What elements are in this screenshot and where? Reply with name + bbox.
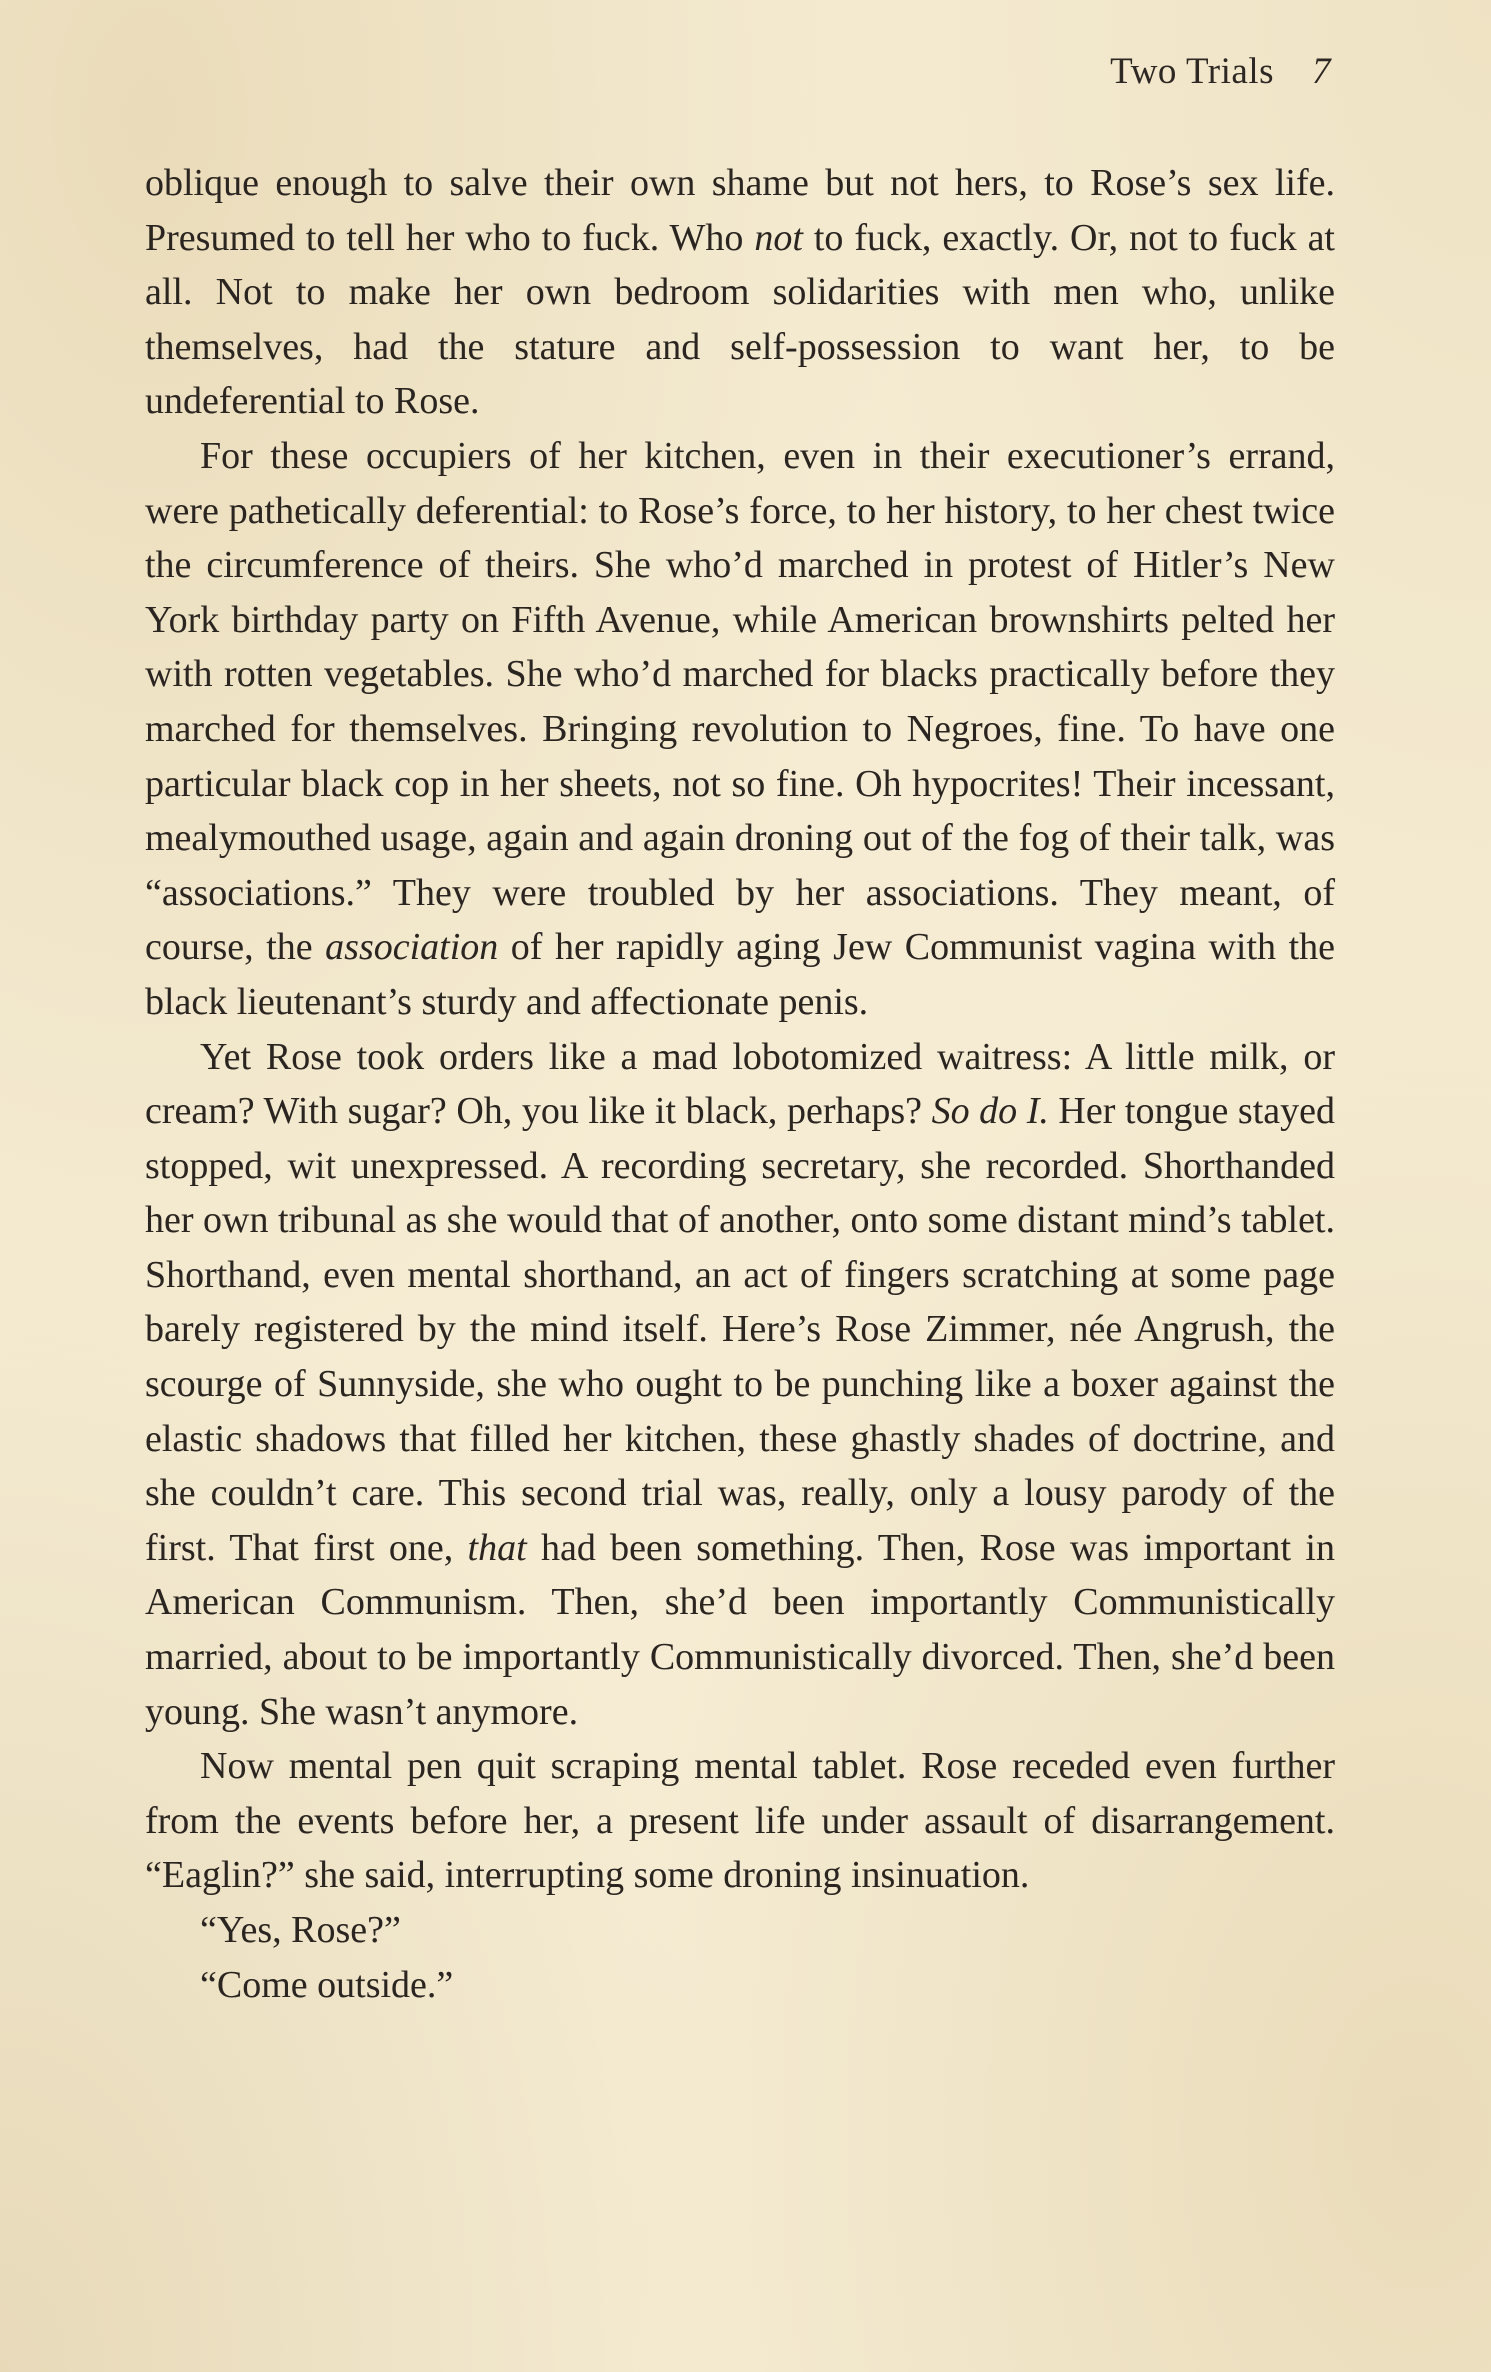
paragraph-2: For these occupiers of her kitchen, even in their executioner’s errand, were pathetically deferential: to Rose’s force, to her history, to her chest twice the circumference of theirs. She who’d marched in protest of Hitler’s New York birthday party on Fifth Avenue, while American brownshirts pelted her with rotten vegetables. She who’d marched for blacks practically before they marched for themselves. Bringing revolution to Negroes, fine. To have one particular black cop in her sheets, not so fine. Oh hypocrites! Their incessant, mealymouthed usage, again and again droning out of the fog of their talk, was “associations.” They were troubled by her associations. They meant, of course, the association of her rapidly aging Jew Communist vagina with the black lieutenant’s sturdy and affectionate penis. bbox=[145, 434, 1335, 1023]
paragraph-1: oblique enough to salve their own shame but not hers, to Rose’s sex life. Presumed to tell her who to fuck. Who not to fuck, exactly. Or, not to fuck at all. Not to make her own bedroom solidarities with men who, unlike themselves, had the stature and self-possession to want her, to be undeferential to Rose. bbox=[145, 162, 1335, 423]
paragraph-5: “Yes, Rose?” bbox=[200, 1909, 401, 1951]
emphasis-so-do-i: So do I. bbox=[931, 1090, 1049, 1133]
paragraph-3: Yet Rose took orders like a mad lobotomized waitress: A little milk, or cream? With sugar? Oh, you like it black, perhaps? So do I. Her tongue stayed stopped, wit unexpressed. A recording secretary, she recorded. Shorthanded her own tribunal as she would that of another, onto some distant mind’s tablet. Shorthand, even mental shorthand, an act of fingers scratching at some page barely registered by the mind itself. Here’s Rose Zimmer, née Angrush, the scourge of Sunnyside, she who ought to be punching like a boxer against the elastic shadows that filled her kitchen, these ghastly shades of doctrine, and she couldn’t care. This second trial was, really, only a lousy parody of the first. That first one, that had been something. Then, Rose was important in American Communism. Then, she’d been importantly Communistically married, about to be importantly Communistically divorced. Then, she’d been young. She wasn’t anymore. bbox=[145, 1035, 1335, 1733]
paragraph-4: Now mental pen quit scraping mental tablet. Rose receded even further from the events before her, a present life under assault of disarrangement. “Eaglin?” she said, interrupting some droning insinuation. bbox=[145, 1745, 1335, 1897]
emphasis-that: that bbox=[467, 1526, 527, 1569]
running-head bbox=[1110, 50, 1331, 93]
body-text bbox=[145, 156, 1335, 2012]
paragraph-6: “Come outside.” bbox=[200, 1963, 454, 2006]
emphasis-not: not bbox=[754, 216, 803, 259]
chapter-title: Two Trials bbox=[1110, 51, 1274, 92]
emphasis-association: association bbox=[325, 926, 499, 969]
page-number: 7 bbox=[1312, 51, 1331, 92]
